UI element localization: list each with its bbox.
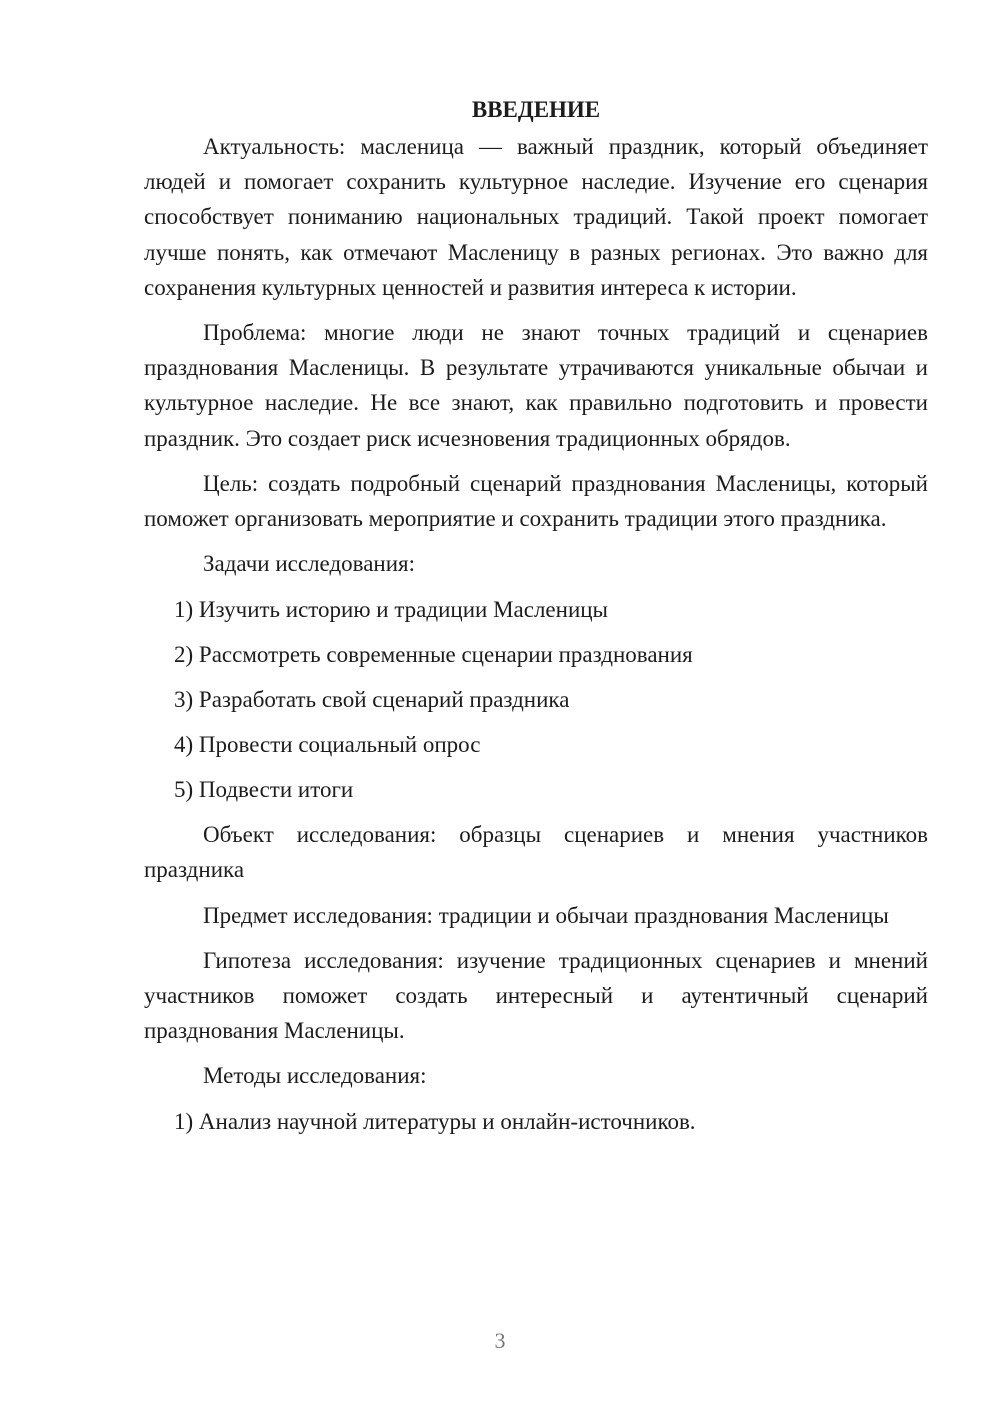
tasks-list bbox=[144, 592, 928, 807]
list-item: 5) Подвести итоги bbox=[174, 777, 354, 803]
methods-heading: Методы исследования: bbox=[203, 1063, 427, 1089]
section-title: ВВЕДЕНИЕ bbox=[471, 97, 601, 122]
document-page bbox=[144, 92, 928, 1149]
list-item: 4) Провести социальный опрос bbox=[174, 732, 481, 758]
list-item: 1) Изучить историю и традиции Масленицы bbox=[174, 597, 609, 623]
object-paragraph: Объект исследования: образцы сценариев и мнения участников праздника bbox=[144, 822, 928, 883]
methods-list bbox=[144, 1104, 928, 1139]
hypothesis-paragraph: Гипотеза исследования: изучение традиционных сценариев и мнений участников поможет создать интересный и аутентичный сценарий празднования Масленицы. bbox=[144, 947, 928, 1044]
tasks-heading: Задачи исследования: bbox=[203, 551, 416, 577]
relevance-paragraph: Актуальность: масленица — важный праздник, который объединяет людей и помогает сохранить культурное наследие. Изучение его сценария способствует пониманию национальных традиций. Такой проект помогает лучше понять, как отмечают Масленицу в разных регионах. Это важно для сохранения культурных ценностей и развития интереса к истории. bbox=[144, 134, 928, 300]
list-item: 3) Разработать свой сценарий праздника bbox=[174, 687, 570, 713]
problem-paragraph: Проблема: многие люди не знают точных традиций и сценариев празднования Масленицы. В результате утрачиваются уникальные обычаи и культурное наследие. Не все знают, как правильно подготовить и провести праздник. Это создает риск исчезновения традиционных обрядов. bbox=[144, 320, 928, 451]
page-number: 3 bbox=[494, 1328, 506, 1353]
subject-paragraph: Предмет исследования: традиции и обычаи празднования Масленицы bbox=[203, 902, 889, 928]
list-item: 1) Анализ научной литературы и онлайн-источников. bbox=[174, 1109, 696, 1135]
goal-paragraph: Цель: создать подробный сценарий празднования Масленицы, который поможет организовать мероприятие и сохранить традиции этого праздника. bbox=[144, 470, 928, 532]
list-item: 2) Рассмотреть современные сценарии празднования bbox=[174, 642, 693, 668]
